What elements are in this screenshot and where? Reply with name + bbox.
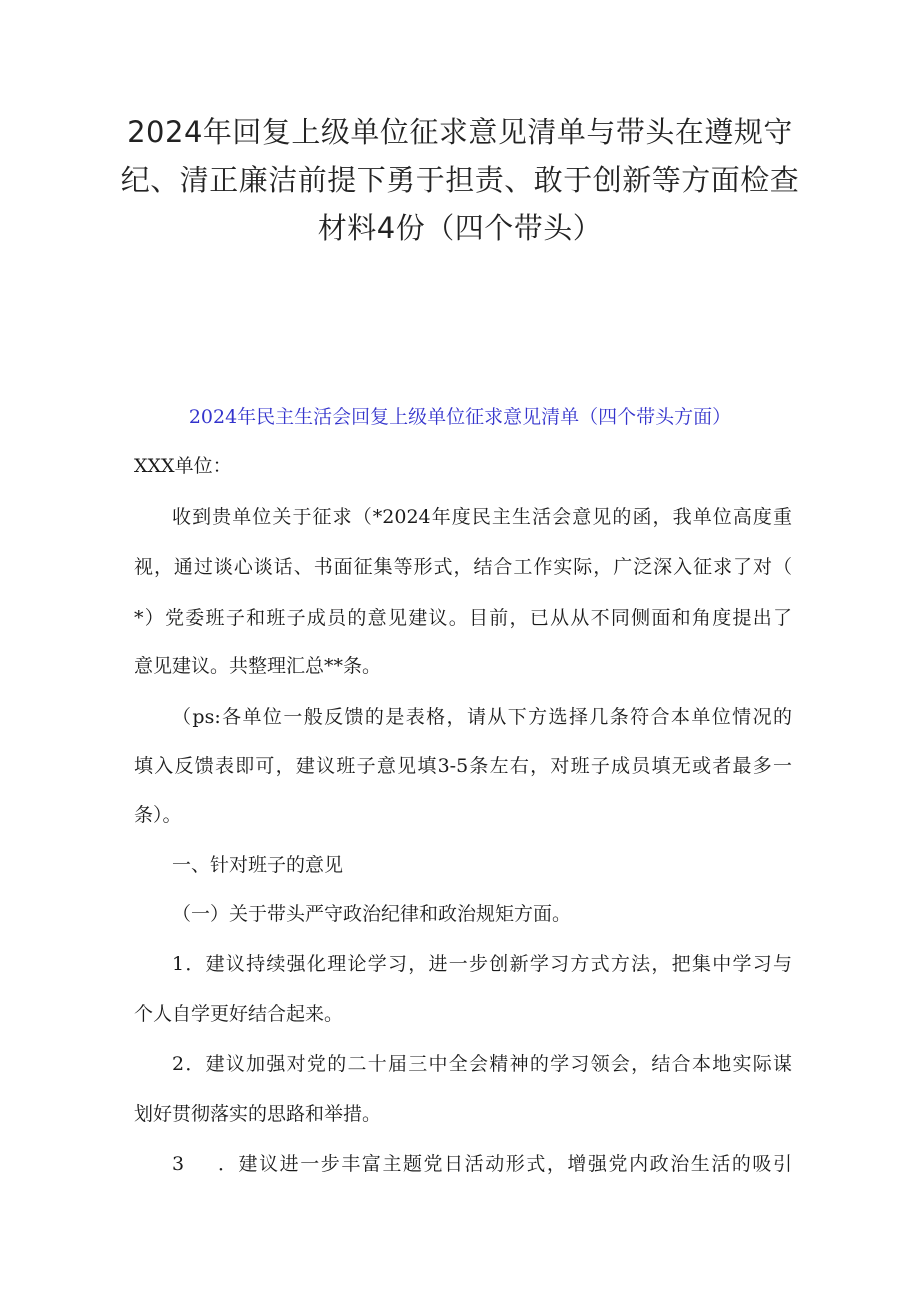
subsection-heading: （一）关于带头严守政治纪律和政治规矩方面。 [172,903,572,925]
section-heading: 一、针对班子的意见 [172,854,344,876]
title-line-3: 材料4份（四个带头） [317,211,603,245]
item-2-line-1: 2．建议加强对党的二十届三中全会精神的学习领会，结合本地实际谋 [172,1053,792,1075]
item-3-number: 3 [172,1153,185,1175]
document-title [120,108,800,252]
item-1-line-2: 个人自学更好结合起来。 [134,1003,344,1025]
item-3-line-1: ．建议进一步丰富主题党日活动形式，增强党内政治生活的吸引 [218,1153,792,1175]
paragraph-1-line-2: 视，通过谈心谈话、书面征集等形式，结合工作实际，广泛深入征求了对（ [134,556,792,578]
salutation: XXX单位： [134,455,232,477]
paragraph-1-line-3: *）党委班子和班子成员的意见建议。目前，已从从不同侧面和角度提出了 [134,607,792,629]
paragraph-2-line-2: 填入反馈表即可，建议班子意见填3-5条左右，对班子成员填无或者最多一 [134,755,792,777]
paragraph-1-line-4: 意见建议。共整理汇总**条。 [134,655,382,677]
document-subtitle: 2024年民主生活会回复上级单位征求意见清单（四个带头方面） [188,406,732,428]
item-1-line-1: 1．建议持续强化理论学习，进一步创新学习方式方法，把集中学习与 [172,953,792,975]
title-line-1: 2024年回复上级单位征求意见清单与带头在遵规守 [127,115,793,149]
paragraph-2-line-1: （ps:各单位一般反馈的是表格，请从下方选择几条符合本单位情况的 [172,706,792,728]
paragraph-2-line-3: 条）。 [134,804,182,826]
title-line-2: 纪、清正廉洁前提下勇于担责、敢于创新等方面检查 [120,163,800,197]
item-2-line-2: 划好贯彻落实的思路和举措。 [134,1103,382,1125]
paragraph-1-line-1: 收到贵单位关于征求（*2024年度民主生活会意见的函，我单位高度重 [172,506,792,528]
